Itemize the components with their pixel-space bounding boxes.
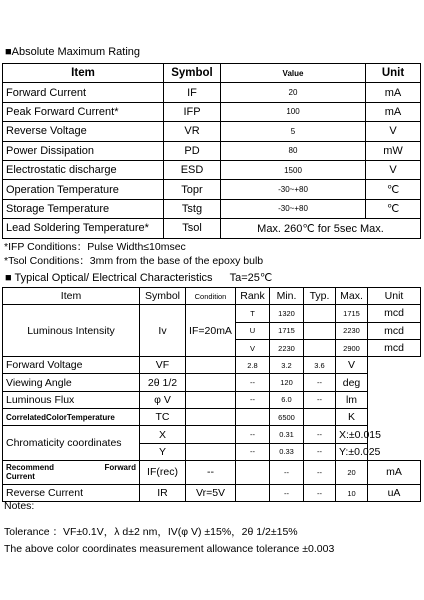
cell-condition: Vr=5V (186, 484, 236, 501)
table-row (3, 391, 421, 408)
cell-rank (186, 374, 236, 391)
cell-item: CorrelatedColorTemperature (3, 409, 140, 426)
cell-unit: ℃ (366, 199, 421, 218)
cell-unit: mA (366, 102, 421, 121)
cell-min: -- (236, 374, 270, 391)
ambient-temperature: Ta=25℃ (229, 272, 273, 284)
cell-typ (304, 322, 336, 339)
table-row (3, 374, 421, 391)
cell-value: Max. 260℃ for 5sec Max. (221, 219, 421, 238)
cell-symbol: Topr (164, 180, 221, 199)
header-max: Max. (336, 288, 368, 305)
cell-max: -- (304, 374, 336, 391)
cell-unit: mA (368, 460, 421, 484)
header-unit: Unit (368, 288, 421, 305)
cell-min: -- (236, 426, 270, 443)
cell-unit: mcd (368, 322, 421, 339)
cell-rank: V (236, 339, 270, 356)
cell-min: -- (236, 391, 270, 408)
tolerance-note: Tolerance ：VF±0.1V，λ d±2 nm，IV(φ V) ±15%，2θ 1/2±15% (4, 526, 298, 538)
notes-label: Notes: (4, 500, 35, 512)
table-row (3, 141, 421, 160)
cell-unit: V (366, 160, 421, 179)
cell-symbol: Tstg (164, 199, 221, 218)
cell-min: -- (270, 484, 304, 501)
cell-unit: V (336, 357, 368, 374)
cell-typ: 6500 (270, 409, 304, 426)
cell-value: 20 (221, 83, 366, 102)
cell-item: Lead Soldering Temperature* (3, 219, 164, 238)
cell-symbol: VF (140, 357, 186, 374)
cell-item: Reverse Voltage (3, 122, 164, 141)
cell-value: -30~+80 (221, 199, 366, 218)
cell-item-recommend (3, 460, 140, 484)
table-row (3, 426, 421, 443)
cell-item: Forward Voltage (3, 357, 140, 374)
cell-min: 2.8 (236, 357, 270, 374)
cell-item-luminous: Luminous Intensity (3, 305, 140, 357)
cell-typ (304, 339, 336, 356)
recommend-word-b: Forward (104, 463, 136, 473)
section-title-text: ■ Typical Optical/ Electrical Characteristics (5, 272, 213, 284)
note-tsol: *Tsol Conditions：3mm from the base of the epoxy bulb (4, 255, 264, 267)
table-header-row (3, 288, 421, 305)
cell-unit: ℃ (366, 180, 421, 199)
cell-rank (236, 460, 270, 484)
cell-max (304, 409, 336, 426)
cell-symbol: Iv (140, 305, 186, 357)
cell-max: 3.6 (304, 357, 336, 374)
cell-symbol: IFP (164, 102, 221, 121)
cell-typ: -- (304, 460, 336, 484)
cell-symbol: 2θ 1/2 (140, 374, 186, 391)
table-row (3, 357, 421, 374)
cell-min (236, 409, 270, 426)
cell-unit: mcd (368, 305, 421, 322)
cell-max: 2230 (336, 322, 368, 339)
header-symbol: Symbol (140, 288, 186, 305)
cell-unit: uA (368, 484, 421, 501)
cell-rank (186, 409, 236, 426)
cell-max: 10 (336, 484, 368, 501)
cell-unit: mA (366, 83, 421, 102)
table-row (3, 160, 421, 179)
cell-value: 100 (221, 102, 366, 121)
header-condition: Condition (186, 288, 236, 305)
cell-rank (186, 357, 236, 374)
cell-typ: 0.33 (270, 443, 304, 460)
optical-characteristics-table (2, 287, 421, 502)
recommend-word-c: Current (6, 472, 35, 482)
cell-symbol: VR (164, 122, 221, 141)
table-row (3, 102, 421, 121)
cell-unit: mW (366, 141, 421, 160)
table-row (3, 199, 421, 218)
cell-min: 2230 (270, 339, 304, 356)
cell-unit: mcd (368, 339, 421, 356)
cell-typ: 120 (270, 374, 304, 391)
cell-item-reverse: Reverse Current (3, 484, 140, 501)
cell-max: -- (304, 391, 336, 408)
cell-symbol: PD (164, 141, 221, 160)
cell-typ (304, 305, 336, 322)
cell-symbol: IR (140, 484, 186, 501)
cell-typ: 3.2 (270, 357, 304, 374)
cell-item: Viewing Angle (3, 374, 140, 391)
cell-value: 5 (221, 122, 366, 141)
cell-rank (236, 484, 270, 501)
header-rank: Rank (236, 288, 270, 305)
cell-unit: K (336, 409, 368, 426)
cell-item: Forward Current (3, 83, 164, 102)
cell-item: Peak Forward Current* (3, 102, 164, 121)
cell-symbol: Tsol (164, 219, 221, 238)
cell-rank (186, 426, 236, 443)
cell-rank (186, 443, 236, 460)
cell-item: Luminous Flux (3, 391, 140, 408)
cell-rank: U (236, 322, 270, 339)
cell-max: -- (304, 443, 336, 460)
cell-symbol: TC (140, 409, 186, 426)
cell-unit: X:±0.015 (336, 426, 368, 443)
cell-min: 1715 (270, 322, 304, 339)
table-row (3, 180, 421, 199)
cell-max: 1715 (336, 305, 368, 322)
cell-typ: -- (304, 484, 336, 501)
cell-symbol: ESD (164, 160, 221, 179)
cell-item: Storage Temperature (3, 199, 164, 218)
cell-symbol: X (140, 426, 186, 443)
cell-item: Electrostatic discharge (3, 160, 164, 179)
header-value: Value (221, 64, 366, 83)
table-row (3, 484, 421, 501)
table-row (3, 83, 421, 102)
cell-value: -30~+80 (221, 180, 366, 199)
allowance-note: The above color coordinates measurement allowance tolerance ±0.003 (4, 543, 335, 555)
table-row (3, 305, 421, 322)
cell-max: -- (304, 426, 336, 443)
header-min: Min. (270, 288, 304, 305)
absolute-max-table (2, 63, 421, 239)
cell-rank: T (236, 305, 270, 322)
cell-symbol: IF(rec) (140, 460, 186, 484)
cell-max: 2900 (336, 339, 368, 356)
note-ifp: *IFP Conditions：Pulse Width≤10msec (4, 241, 186, 253)
cell-item-chromaticity: Chromaticity coordinates (3, 426, 140, 461)
cell-condition: IF=20mA (186, 305, 236, 357)
header-symbol: Symbol (164, 64, 221, 83)
table-row (3, 219, 421, 238)
cell-symbol: Y (140, 443, 186, 460)
cell-item: Operation Temperature (3, 180, 164, 199)
cell-symbol: IF (164, 83, 221, 102)
recommend-word-a: Recommend (6, 463, 55, 473)
cell-unit: deg (336, 374, 368, 391)
header-unit: Unit (366, 64, 421, 83)
header-typ: Typ. (304, 288, 336, 305)
cell-unit: V (366, 122, 421, 141)
cell-value: 1500 (221, 160, 366, 179)
cell-condition: -- (186, 460, 236, 484)
section-title-absolute-max: ■Absolute Maximum Rating (5, 46, 141, 58)
cell-item: Power Dissipation (3, 141, 164, 160)
section-title-optical (5, 271, 272, 284)
cell-min: 1320 (270, 305, 304, 322)
cell-symbol: φ V (140, 391, 186, 408)
cell-min: -- (236, 443, 270, 460)
header-item: Item (3, 64, 164, 83)
table-row (3, 122, 421, 141)
cell-unit: lm (336, 391, 368, 408)
cell-typ: 0.31 (270, 426, 304, 443)
table-header-row (3, 64, 421, 83)
table-row (3, 409, 421, 426)
cell-max: 20 (336, 460, 368, 484)
table-row (3, 460, 421, 484)
cell-value: 80 (221, 141, 366, 160)
cell-min: -- (270, 460, 304, 484)
header-item: Item (3, 288, 140, 305)
cell-typ: 6.0 (270, 391, 304, 408)
cell-unit: Y:±0.025 (336, 443, 368, 460)
cell-rank (186, 391, 236, 408)
